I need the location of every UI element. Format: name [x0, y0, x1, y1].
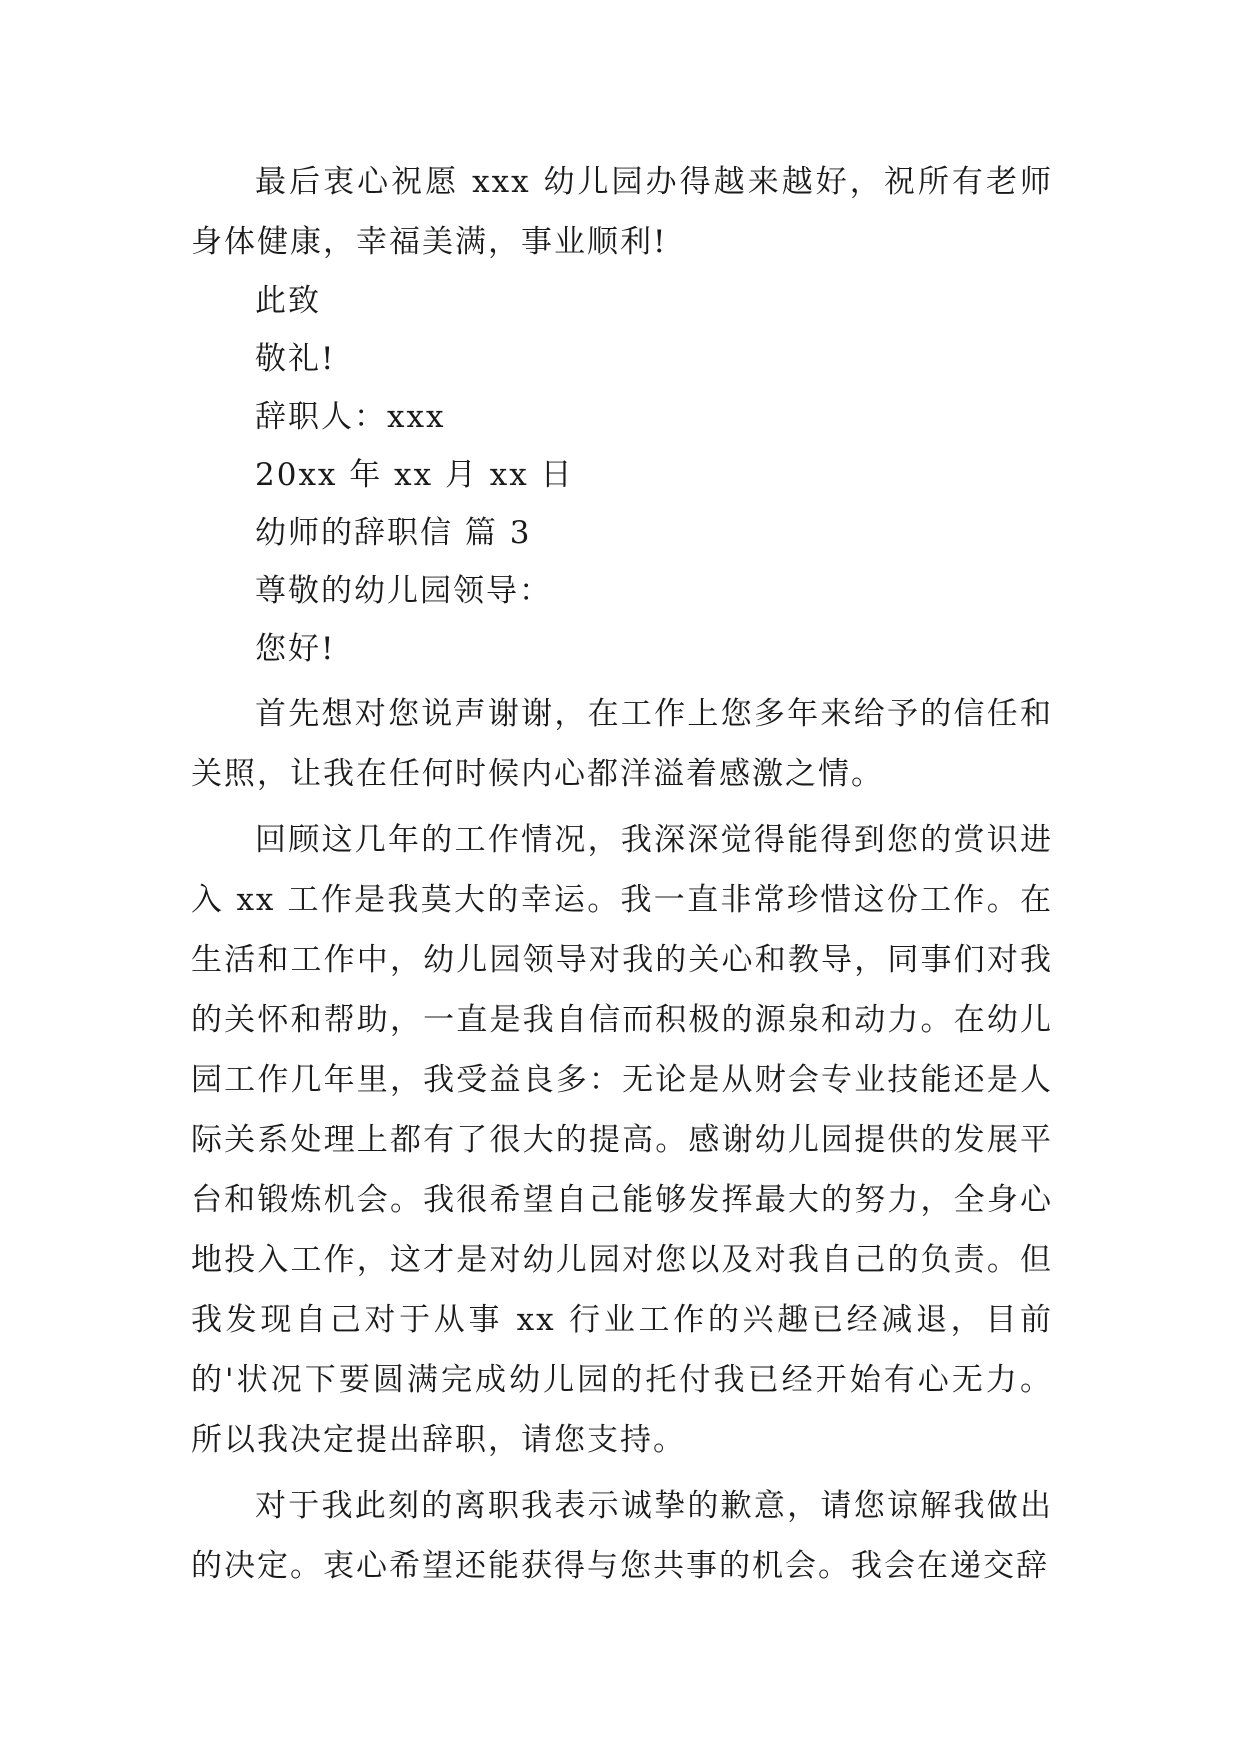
section-heading: 幼师的辞职信 篇 3	[255, 515, 532, 551]
salutation-cizhi: 此致	[255, 283, 321, 319]
letter-greeting: 您好!	[255, 631, 336, 667]
paragraph-closing-wishes: 最后衷心祝愿 xxx 幼儿园办得越来越好，祝所有老师身体健康，幸福美满，事业顺利!	[191, 164, 1053, 260]
document-body	[191, 152, 1053, 1596]
paragraph-thanks: 首先想对您说声谢谢，在工作上您多年来给予的信任和关照，让我在任何时候内心都洋溢着感激之情。	[191, 696, 1053, 792]
paragraph-review: 回顾这几年的工作情况，我深深觉得能得到您的赏识进入 xx 工作是我莫大的幸运。我一直非常珍惜这份工作。在生活和工作中，幼儿园领导对我的关心和教导，同事们对我的关怀和帮助，一直是我自信而积极的源泉和动力。在幼儿园工作几年里，我受益良多：无论是从财会专业技能还是人际关系处理上都有了很大的提高。感谢幼儿园提供的发展平台和锻炼机会。我很希望自己能够发挥最大的努力，全身心地投入工作，这才是对幼儿园对您以及对我自己的负责。但我发现自己对于从事 xx 行业工作的兴趣已经减退，目前的'状况下要圆满完成幼儿园的托付我已经开始有心无力。所以我决定提出辞职，请您支持。	[191, 822, 1053, 1458]
signature-resigner: 辞职人：xxx	[255, 399, 446, 435]
letter-addressee: 尊敬的幼儿园领导：	[255, 573, 552, 609]
salutation-jingli: 敬礼!	[255, 341, 336, 377]
paragraph-apology: 对于我此刻的离职我表示诚挚的歉意，请您谅解我做出的决定。衷心希望还能获得与您共事的机会。我会在递交辞	[191, 1488, 1053, 1584]
signature-date: 20xx 年 xx 月 xx 日	[255, 457, 574, 493]
